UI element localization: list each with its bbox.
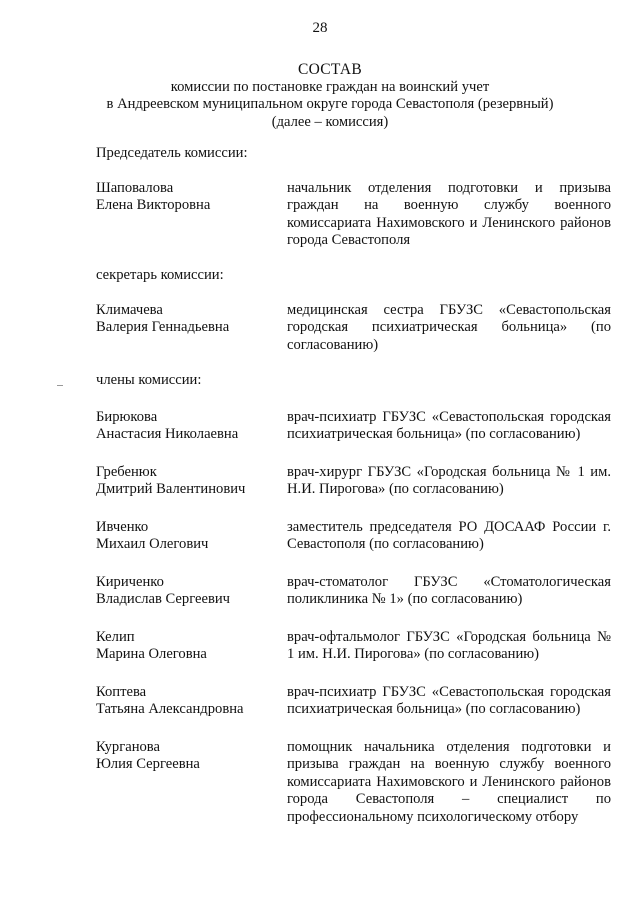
person-role-5: заместитель председателя РО ДОСААФ России г. Севастополя (по согласованию): [287, 519, 611, 553]
person-name-9: [96, 739, 276, 774]
person-role-7: врач-офтальмолог ГБУЗС «Городская больница № 1 им. Н.И. Пирогова» (по согласованию): [287, 629, 611, 663]
person-given-name: Анастасия Николаевна: [96, 426, 239, 443]
section-label-members: члены комиссии:: [96, 372, 202, 388]
person-role-9: помощник начальника отделения подготовки и призыва граждан на военную службу военного комиссариата Нахимовского и Ленинского районов города Севастополя – специалист по профессиональному психологическому отбору: [287, 739, 611, 825]
person-given-name: Марина Олеговна: [96, 646, 207, 663]
person-given-name: Юлия Сергеевна: [96, 756, 200, 773]
person-surname: Шаповалова: [96, 180, 174, 196]
person-surname: Гребенюк: [96, 464, 157, 480]
person-surname: Климачева: [96, 302, 163, 318]
document-heading: [60, 61, 600, 131]
person-surname: Коптева: [96, 684, 147, 700]
heading-line-1: комиссии по постановке граждан на воинский учет: [170, 78, 490, 95]
person-name-6: [96, 574, 276, 609]
person-role-3: врач-психиатр ГБУЗС «Севастопольская городская психиатрическая больница» (по согласованию): [287, 409, 611, 443]
person-given-name: Михаил Олегович: [96, 536, 209, 553]
person-role-4: врач-хирург ГБУЗС «Городская больница № 1 им. Н.И. Пирогова» (по согласованию): [287, 464, 611, 498]
person-given-name: Дмитрий Валентинович: [96, 481, 246, 498]
heading-line-2: в Андреевском муниципальном округе города Севастополя (резервный): [106, 96, 554, 113]
person-name-3: [96, 409, 276, 444]
person-given-name: Владислав Сергеевич: [96, 591, 230, 608]
person-surname: Бирюкова: [96, 409, 158, 425]
person-name-4: [96, 464, 276, 499]
person-name-1: [96, 180, 276, 215]
margin-mark: [57, 385, 63, 386]
person-role-1: начальник отделения подготовки и призыва граждан на военную службу военного комиссариата Нахимовского и Ленинского районов города Севастополя: [287, 180, 611, 249]
heading-line-3: (далее – комиссия): [271, 113, 389, 130]
person-name-7: [96, 629, 276, 664]
person-given-name: Елена Викторовна: [96, 197, 211, 214]
person-given-name: Валерия Геннадьевна: [96, 319, 230, 336]
person-surname: Кириченко: [96, 574, 164, 590]
section-label-chairman: Председатель комиссии:: [96, 145, 248, 161]
person-surname: Ивченко: [96, 519, 149, 535]
person-role-2: медицинская сестра ГБУЗС «Севастопольская городская психиатрическая больница» (по согласованию): [287, 302, 611, 353]
person-given-name: Татьяна Александровна: [96, 701, 244, 718]
person-name-8: [96, 684, 276, 719]
person-role-8: врач-психиатр ГБУЗС «Севастопольская городская психиатрическая больница» (по согласованию): [287, 684, 611, 718]
person-role-6: врач-стоматолог ГБУЗС «Стоматологическая поликлиника № 1» (по согласованию): [287, 574, 611, 608]
page-number: 28: [312, 20, 328, 36]
section-label-secretary: секретарь комиссии:: [96, 267, 224, 283]
person-surname: Келип: [96, 629, 135, 645]
person-name-2: [96, 302, 276, 337]
person-surname: Курганова: [96, 739, 160, 755]
heading-title: СОСТАВ: [297, 61, 363, 78]
person-name-5: [96, 519, 276, 554]
